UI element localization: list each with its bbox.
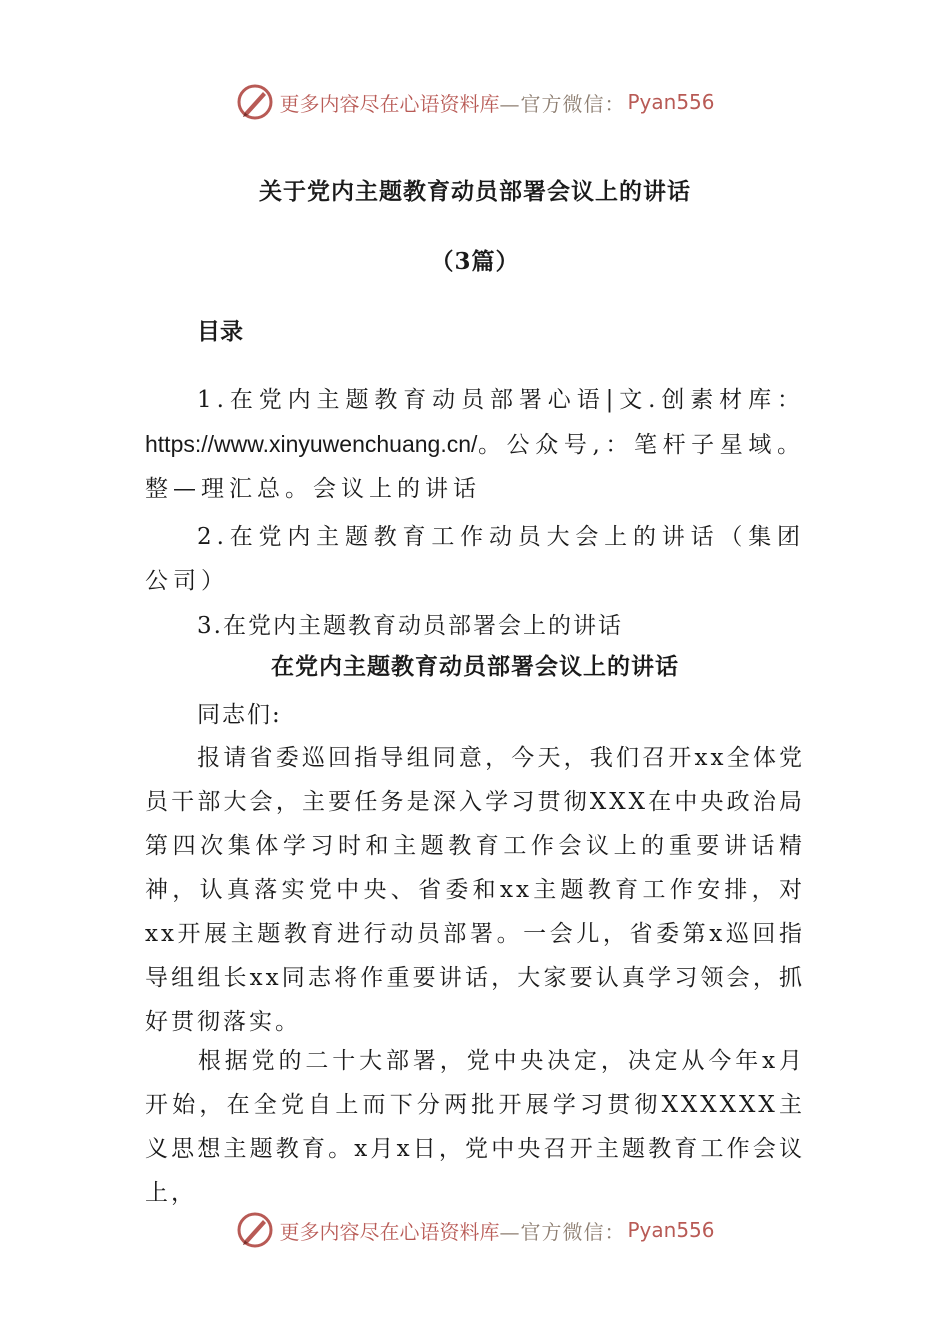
- paragraph-2-text: 根据党的二十大部署，党中央决定，决定从今年x月开始，在全党自上而下分两批开展学习贯彻XXXXXX主义思想主题教育。x月x日，党中央召开主题教育工作会议上，: [145, 1048, 805, 1206]
- toc-item-1: [145, 378, 805, 511]
- paragraph-1: [145, 736, 805, 1044]
- toc-item-3: 3.在党内主题教育动员部署会上的讲话: [197, 613, 623, 639]
- document-title: 关于党内主题教育动员部署会议上的讲话: [259, 178, 691, 205]
- section-title: 在党内主题教育动员部署会议上的讲话: [271, 653, 679, 680]
- toc-item-1-suffix: 。公众号,：笔杆子星域。整—理汇总。会议上的讲话: [145, 432, 805, 502]
- pen-logo-icon: [235, 1210, 275, 1250]
- paragraph-1-text: 报请省委巡回指导组同意，今天，我们召开xx全体党员干部大会，主要任务是深入学习贯彻XXX在中央政治局第四次集体学习时和主题教育工作会议上的重要讲话精神，认真落实党中央、省委和xx主题教育工作安排，对xx开展主题教育进行动员部署。一会儿，省委第x巡回指导组组长xx同志将作重要讲话，大家要认真学习领会，抓好贯彻落实。: [145, 745, 805, 1035]
- greeting: 同志们:: [197, 702, 282, 728]
- toc-heading: 目录: [197, 318, 243, 345]
- pen-logo-icon: [235, 82, 275, 122]
- toc-item-2: [145, 515, 805, 603]
- watermark-banner-top: [0, 80, 950, 124]
- watermark-text: 更多内容尽在心语资料库: [279, 1219, 500, 1244]
- watermark-banner-bottom: [0, 1208, 950, 1252]
- toc-item-1-prefix: 1.在党内主题教育动员部署心语|文.创素材库：: [197, 387, 805, 413]
- paragraph-2: [145, 1039, 805, 1215]
- watermark-sub: —官方微信：: [499, 91, 626, 116]
- toc-item-2-text: 2.在党内主题教育工作动员大会上的讲话（集团公司）: [145, 524, 805, 594]
- watermark-text: 更多内容尽在心语资料库: [279, 91, 500, 116]
- document-count: （3篇）: [430, 248, 520, 275]
- toc-item-1-url: https://www.xinyuwenchuang.cn/: [145, 431, 478, 457]
- watermark-sub: —官方微信：: [499, 1219, 626, 1244]
- watermark-id: Pyan556: [627, 1218, 715, 1242]
- watermark-id: Pyan556: [627, 90, 715, 114]
